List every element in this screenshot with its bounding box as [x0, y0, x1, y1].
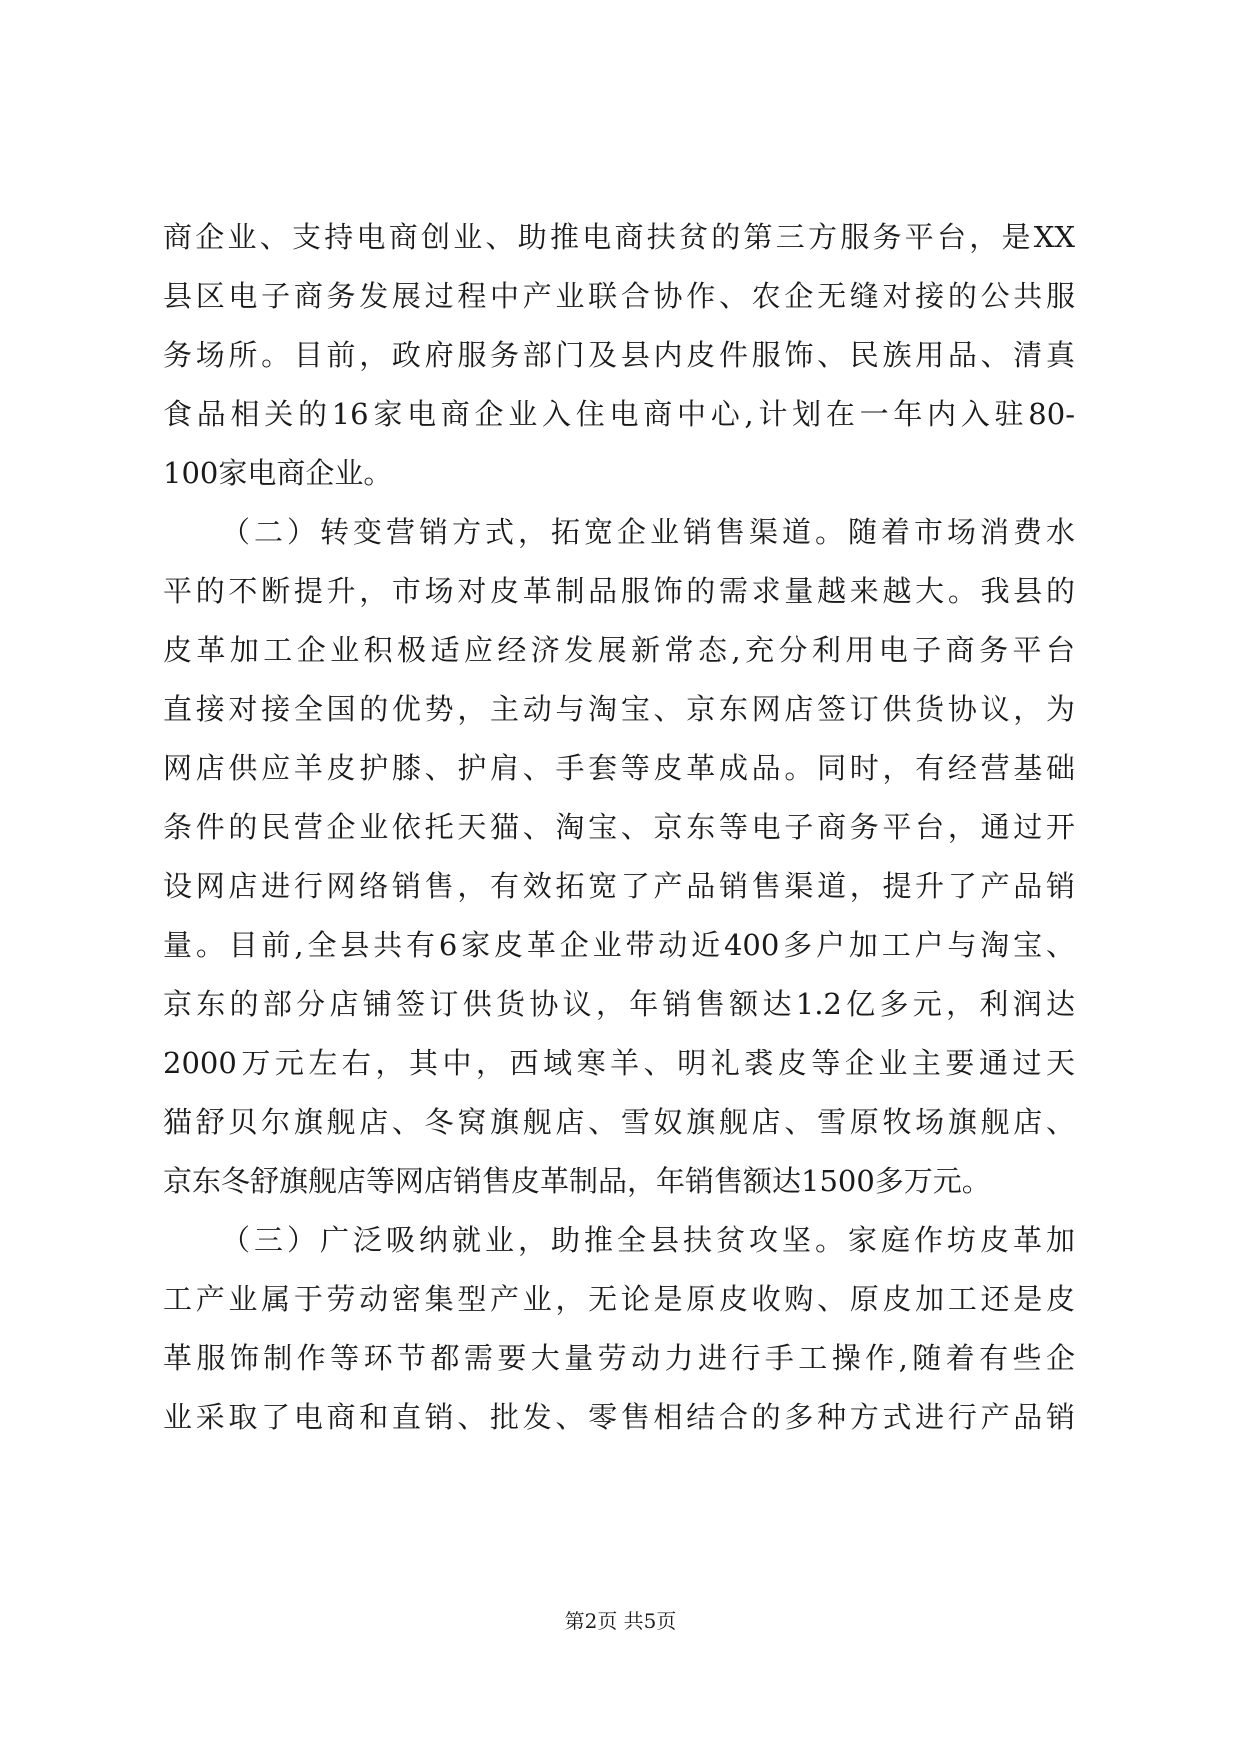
text-line: 设网店进行网络销售，有效拓宽了产品销售渠道，提升了产品销 [163, 869, 1075, 903]
text-line: 100家电商企业。 [163, 456, 393, 490]
text-line: 平的不断提升，市场对皮革制品服饰的需求量越来越大。我县的 [163, 574, 1075, 608]
text-line: 食品相关的16家电商企业入住电商中心,计划在一年内入驻80- [163, 397, 1075, 431]
text-line: 京东冬舒旗舰店等网店销售皮革制品，年销售额达1500多万元。 [163, 1164, 991, 1198]
page-number-footer: 第2页 共5页 [564, 1609, 677, 1633]
text-line: 量。目前,全县共有6家皮革企业带动近400多户加工户与淘宝、 [163, 928, 1075, 962]
text-line: 商企业、支持电商创业、助推电商扶贫的第三方服务平台，是XX [163, 220, 1075, 254]
section-heading-line: （三）广泛吸纳就业，助推全县扶贫攻坚。家庭作坊皮革加 [221, 1223, 1075, 1257]
text-line: 猫舒贝尔旗舰店、冬窝旗舰店、雪奴旗舰店、雪原牧场旗舰店、 [163, 1105, 1075, 1139]
text-line: 京东的部分店铺签订供货协议，年销售额达1.2亿多元，利润达 [163, 987, 1075, 1021]
text-line: 条件的民营企业依托天猫、淘宝、京东等电子商务平台，通过开 [163, 810, 1075, 844]
text-line: 直接对接全国的优势，主动与淘宝、京东网店签订供货协议，为 [163, 692, 1075, 726]
text-line: 革服饰制作等环节都需要大量劳动力进行手工操作,随着有些企 [163, 1341, 1075, 1375]
text-line: 县区电子商务发展过程中产业联合协作、农企无缝对接的公共服 [163, 279, 1075, 313]
text-line: 2000万元左右，其中，西域寒羊、明礼裘皮等企业主要通过天 [163, 1046, 1075, 1080]
text-line: 皮革加工企业积极适应经济发展新常态,充分利用电子商务平台 [163, 633, 1075, 667]
text-line: 工产业属于劳动密集型产业，无论是原皮收购、原皮加工还是皮 [163, 1282, 1075, 1316]
body-text [163, 208, 1075, 1447]
text-line: 网店供应羊皮护膝、护肩、手套等皮革成品。同时，有经营基础 [163, 751, 1075, 785]
text-line: 务场所。目前，政府服务部门及县内皮件服饰、民族用品、清真 [163, 338, 1075, 372]
text-line: 业采取了电商和直销、批发、零售相结合的多种方式进行产品销 [163, 1400, 1075, 1434]
section-heading-line: （二）转变营销方式，拓宽企业销售渠道。随着市场消费水 [221, 515, 1075, 549]
